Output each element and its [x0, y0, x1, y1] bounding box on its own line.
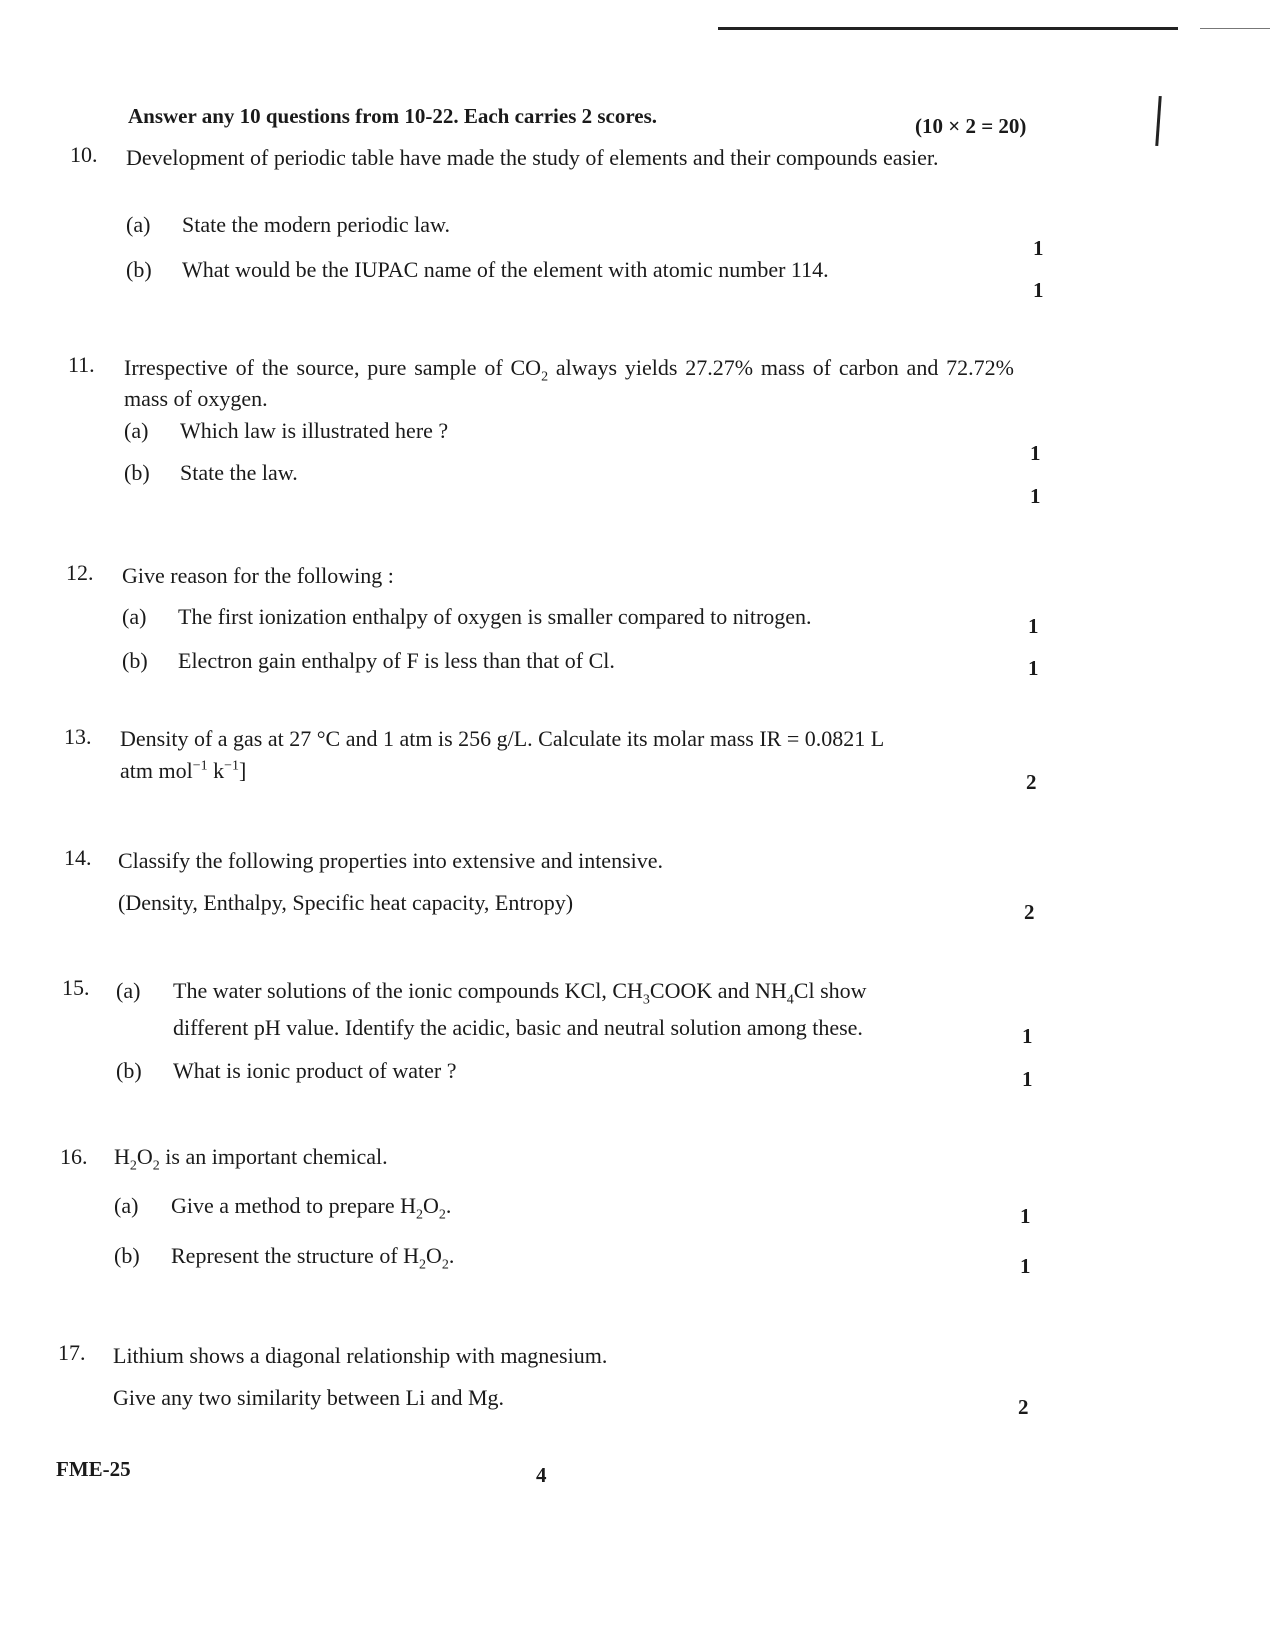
question-score: 2	[1024, 900, 1035, 924]
part-label: (a)	[116, 978, 141, 1003]
question-score: 2	[1018, 1395, 1029, 1419]
part-label: (b)	[126, 257, 152, 282]
part-score: 1	[1030, 484, 1041, 508]
part-text: Represent the structure of $H_2O_2$.	[171, 1243, 455, 1273]
part-text: State the modern periodic law.	[182, 212, 450, 237]
question-text: Development of periodic table have made the study of elements and their compounds easier.	[126, 145, 939, 170]
question-score: 2	[1026, 770, 1037, 794]
question-text-line: Lithium shows a diagonal relationship with magnesium.	[113, 1343, 608, 1368]
question-text: Give reason for the following :	[122, 563, 394, 588]
part-score: 1	[1022, 1067, 1033, 1091]
part-label: (b)	[116, 1058, 142, 1083]
part-score: 1	[1028, 614, 1039, 638]
question-number: 14.	[64, 845, 92, 870]
part-label: (a)	[122, 604, 147, 629]
question-number: 15.	[62, 975, 90, 1000]
question-number: 11.	[68, 352, 95, 377]
section-instruction: Answer any 10 questions from 10-22. Each carries 2 scores.	[128, 104, 658, 128]
part-text: State the law.	[180, 460, 298, 485]
question-text: $H_2O_2$ is an important chemical.	[114, 1144, 388, 1174]
question-text-line: Classify the following properties into extensive and intensive.	[118, 848, 664, 873]
question-text-line: (Density, Enthalpy, Specific heat capacity, Entropy)	[118, 890, 574, 915]
part-label: (a)	[126, 212, 151, 237]
part-score: 1	[1033, 236, 1044, 260]
margin-mark	[1155, 96, 1161, 146]
question-number: 13.	[64, 724, 92, 749]
part-score: 1	[1020, 1204, 1031, 1228]
part-label: (b)	[114, 1243, 140, 1268]
part-text: Electron gain enthalpy of F is less than that of Cl.	[178, 648, 615, 673]
part-label: (a)	[114, 1193, 139, 1218]
top-rule	[718, 27, 1178, 30]
question-text-line: atm mol$^{-1}$ $k^{-1}$]	[120, 758, 247, 783]
question-number: 10.	[70, 142, 98, 167]
part-score: 1	[1030, 441, 1041, 465]
part-label: (b)	[122, 648, 148, 673]
part-text: What is ionic product of water ?	[173, 1058, 457, 1083]
part-score: 1	[1033, 278, 1044, 302]
part-text: Which law is illustrated here ?	[180, 418, 449, 443]
part-label: (b)	[124, 460, 150, 485]
top-rule-extension	[1200, 28, 1270, 29]
part-text: different pH value. Identify the acidic, basic and neutral solution among these.	[173, 1015, 863, 1040]
question-number: 16.	[60, 1144, 88, 1169]
part-text: The water solutions of the ionic compounds KCl, $CH_3COOK$ and $NH_4Cl$ show	[173, 978, 867, 1008]
part-text: The first ionization enthalpy of oxygen is smaller compared to nitrogen.	[178, 604, 812, 629]
question-text: Irrespective of the source, pure sample of $CO_2$ always yields 27.27% mass of carbon and 72.72% mass of oxygen.	[124, 355, 1014, 411]
part-text: Give a method to prepare $H_2O_2$.	[171, 1193, 452, 1223]
part-text: What would be the IUPAC name of the element with atomic number 114.	[182, 257, 829, 282]
question-number: 12.	[66, 560, 94, 585]
page-number: 4	[536, 1463, 547, 1487]
question-text-line: Give any two similarity between Li and Mg.	[113, 1385, 505, 1410]
part-score: 1	[1028, 656, 1039, 680]
paper-code: FME-25	[56, 1457, 131, 1481]
question-text-line: Density of a gas at 27 °C and 1 atm is 256 g/L. Calculate its molar mass IR = 0.0821 L	[120, 726, 885, 751]
part-score: 1	[1022, 1024, 1033, 1048]
part-label: (a)	[124, 418, 149, 443]
section-score: (10 × 2 = 20)	[915, 114, 1027, 138]
question-number: 17.	[58, 1340, 86, 1365]
part-score: 1	[1020, 1254, 1031, 1278]
